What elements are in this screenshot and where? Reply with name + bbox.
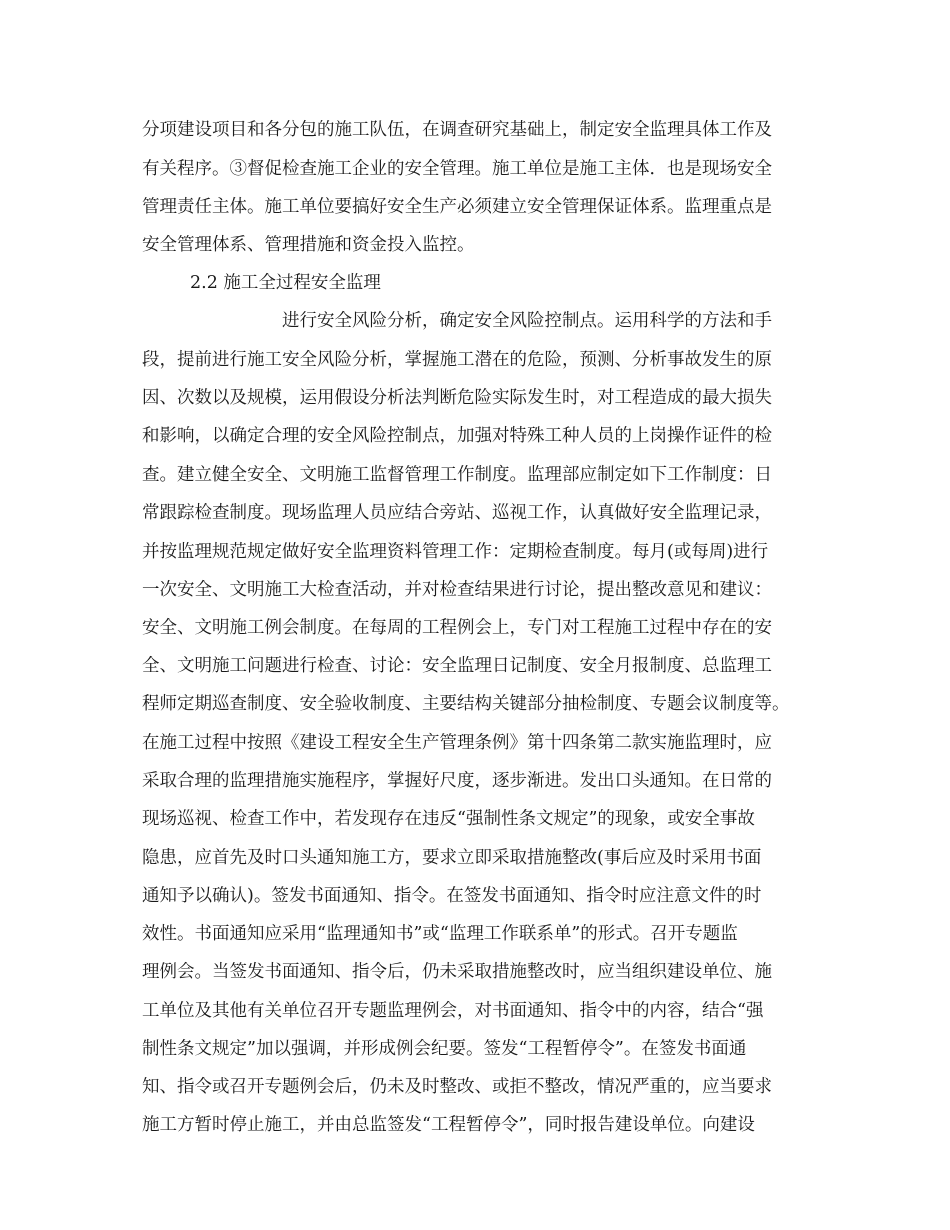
- body-text-line: 效性。书面通知应采用“监理通知书”或“监理工作联系单”的形式。召开专题监: [142, 924, 738, 944]
- body-text-line: 段，提前进行施工安全风险分析，掌握施工潜在的危险，预测、分析事故发生的原: [142, 350, 772, 370]
- body-text-line: 隐患，应首先及时口头通知施工方，要求立即采取措施整改(事后应及时采用书面: [142, 848, 762, 868]
- body-text-line: 管理责任主体。施工单位要搞好安全生产必须建立安全管理保证体系。监理重点是: [142, 197, 772, 217]
- body-text-line: 有关程序。③督促检查施工企业的安全管理。施工单位是施工主体．也是现场安全: [142, 159, 772, 179]
- body-text-line: 在施工过程中按照《建设工程安全生产管理条例》第十四条第二款实施监理时，应: [142, 733, 772, 753]
- body-text-line: 工单位及其他有关单位召开专题监理例会，对书面通知、指令中的内容，结合“强: [142, 1001, 764, 1021]
- body-text-line: 制性条文规定”加以强调，并形成例会纪要。签发“工程暂停令”。在签发书面通: [142, 1039, 747, 1059]
- body-text-line: 查。建立健全安全、文明施工监督管理工作制度。监理部应制定如下工作制度：日: [142, 465, 772, 485]
- body-text-line: 程师定期巡查制度、安全验收制度、主要结构关键部分抽检制度、专题会议制度等。: [142, 694, 790, 714]
- body-text-line: 全、文明施工问题进行检查、讨论：安全监理日记制度、安全月报制度、总监理工: [142, 656, 772, 676]
- body-text-line: 知、指令或召开专题例会后，仍未及时整改、或拒不整改，情况严重的，应当要求: [142, 1077, 772, 1097]
- body-text-line: 一次安全、文明施工大检查活动，并对检查结果进行讨论，提出整改意见和建议：: [142, 580, 772, 600]
- paragraph-first-line: 进行安全风险分析，确定安全风险控制点。运用科学的方法和手: [282, 311, 772, 331]
- body-text-line: 理例会。当签发书面通知、指令后，仍未采取措施整改时，应当组织建设单位、施: [142, 962, 772, 982]
- body-text-line: 通知予以确认)。签发书面通知、指令。在签发书面通知、指令时应注意文件的时: [142, 886, 762, 906]
- body-text-line: 和影响，以确定合理的安全风险控制点，加强对特殊工种人员的上岗操作证件的检: [142, 426, 772, 446]
- body-text-line: 施工方暂时停止施工，并由总监签发“工程暂停令”，同时报告建设单位。向建设: [142, 1115, 755, 1135]
- body-text-line: 因、次数以及规模，运用假设分析法判断危险实际发生时，对工程造成的最大损失: [142, 388, 772, 408]
- body-text-line: 安全、文明施工例会制度。在每周的工程例会上，专门对工程施工过程中存在的安: [142, 618, 772, 638]
- section-heading: 2.2 施工全过程安全监理: [190, 273, 381, 293]
- body-text-line: 现场巡视、检查工作中，若发现存在违反“强制性条文规定”的现象，或安全事故: [142, 809, 755, 829]
- body-text-line: 采取合理的监理措施实施程序，掌握好尺度，逐步渐进。发出口头通知。在日常的: [142, 771, 772, 791]
- body-text-line: 分项建设项目和各分包的施工队伍，在调查研究基础上，制定安全监理具体工作及: [142, 120, 772, 140]
- body-text-line: 安全管理体系、管理措施和资金投入监控。: [142, 235, 475, 255]
- body-text-line: 并按监理规范规定做好安全监理资料管理工作：定期检查制度。每月(或每周)进行: [142, 542, 769, 562]
- body-text-line: 常跟踪检查制度。现场监理人员应结合旁站、巡视工作，认真做好安全监理记录，: [142, 503, 772, 523]
